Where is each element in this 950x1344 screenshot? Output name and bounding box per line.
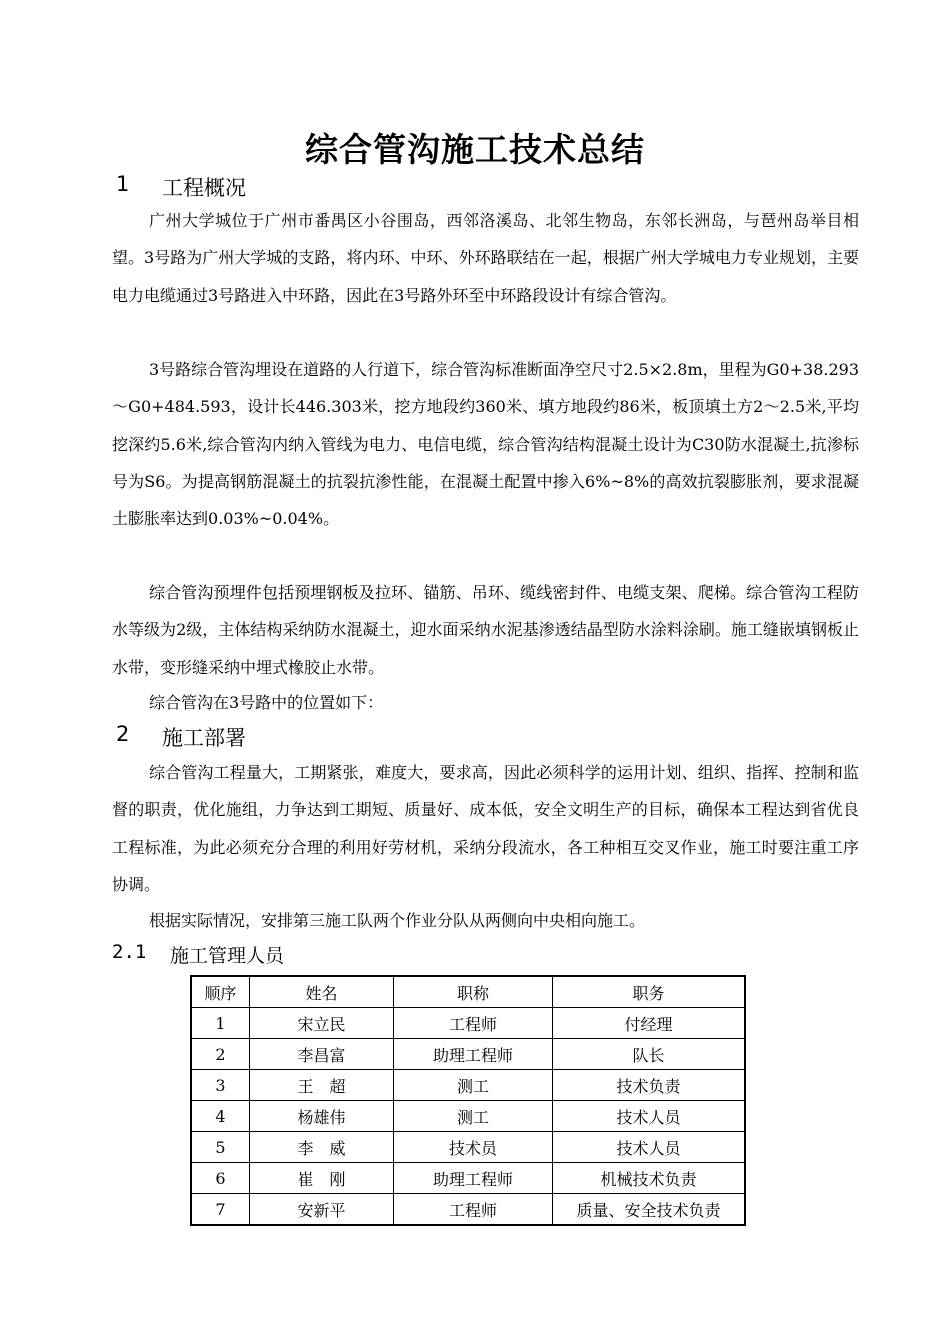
cell-position: 付经理 — [553, 1008, 746, 1039]
cell-name: 杨雄伟 — [250, 1101, 394, 1132]
subsection-number: 2.1 — [112, 941, 147, 963]
cell-title: 测工 — [394, 1070, 553, 1101]
table-row — [191, 1039, 745, 1070]
cell-name: 宋立民 — [250, 1008, 394, 1039]
subsection-heading — [112, 941, 284, 968]
cell-position: 机械技术负责 — [553, 1163, 746, 1194]
paragraph: 根据实际情况，安排第三施工队两个作业分队从两侧向中央相向施工。 — [149, 911, 646, 930]
cell-order: 5 — [191, 1132, 250, 1163]
subsection-title: 施工管理人员 — [170, 945, 285, 967]
section-number: 2 — [116, 722, 130, 746]
cell-order: 4 — [191, 1101, 250, 1132]
header-cell: 姓名 — [250, 976, 394, 1008]
table-row — [191, 1008, 745, 1039]
section-title: 施工部署 — [162, 726, 246, 750]
header-cell: 顺序 — [191, 976, 250, 1008]
cell-order: 3 — [191, 1070, 250, 1101]
paragraph: 3号路综合管沟埋设在道路的人行道下，综合管沟标准断面净空尺寸2.5×2.8m，里程为G0+38.293～G0+484.593，设计长446.303米，挖方地段约360米、填方地段约86米，板顶填土方2～2.5米,平均挖深约5.6米,综合管沟内纳入管线为电力、电信电缆，综合管沟结构混凝土设计为C30防水混凝土,抗渗标号为S6。为提高钢筋混凝土的抗裂抗渗性能，在混凝土配置中掺入6%~8%的高效抗裂膨胀剂，要求混凝土膨胀率达到0.03%~0.04%。 — [112, 360, 860, 529]
cell-order: 6 — [191, 1163, 250, 1194]
cell-name: 王 超 — [250, 1070, 394, 1101]
cell-name: 李昌富 — [250, 1039, 394, 1070]
cell-name: 安新平 — [250, 1194, 394, 1226]
staff-table — [190, 975, 746, 1226]
cell-position: 技术人员 — [553, 1132, 746, 1163]
section-2-heading — [116, 722, 246, 752]
cell-title: 测工 — [394, 1101, 553, 1132]
cell-order: 7 — [191, 1194, 250, 1226]
section-number: 1 — [116, 172, 130, 196]
paragraph: 综合管沟预埋件包括预埋钢板及拉环、锚筋、吊环、缆线密封件、电缆支架、爬梯。综合管沟工程防水等级为2级，主体结构采纳防水混凝土，迎水面采纳水泥基渗透结晶型防水涂料涂刷。施工缝嵌填钢板止水带，变形缝采纳中埋式橡胶止水带。 — [112, 583, 859, 677]
table-row — [191, 1194, 745, 1226]
document-title: 综合管沟施工技术总结 — [305, 130, 645, 169]
header-cell: 职称 — [394, 976, 553, 1008]
table-header-row — [191, 976, 745, 1008]
cell-title: 技术员 — [394, 1132, 553, 1163]
section-1-heading — [116, 172, 246, 202]
cell-order: 1 — [191, 1008, 250, 1039]
cell-position: 技术负责 — [553, 1070, 746, 1101]
table-row — [191, 1163, 745, 1194]
cell-position: 队长 — [553, 1039, 746, 1070]
cell-position: 技术人员 — [553, 1101, 746, 1132]
paragraph: 综合管沟工程量大，工期紧张，难度大，要求高，因此必须科学的运用计划、组织、指挥、控制和监督的职责，优化施组，力争达到工期短、质量好、成本低，安全文明生产的目标，确保本工程达到省优良工程标准，为此必须充分合理的利用好劳材机，采纳分段流水，各工种相互交叉作业，施工时要注重工序协调。 — [112, 763, 859, 894]
paragraph: 综合管沟在3号路中的位置如下： — [149, 693, 384, 712]
paragraph: 广州大学城位于广州市番禺区小谷围岛，西邻洛溪岛、北邻生物岛，东邻长洲岛，与琶州岛举目相望。3号路为广州大学城的支路，将内环、中环、外环路联结在一起，根据广州大学城电力专业规划，主要电力电缆通过3号路进入中环路，因此在3号路外环至中环路段设计有综合管沟。 — [112, 211, 859, 305]
cell-title: 助理工程师 — [394, 1039, 553, 1070]
section-title: 工程概况 — [162, 176, 246, 200]
cell-position: 质量、安全技术负责 — [553, 1194, 746, 1226]
table-row — [191, 1101, 745, 1132]
cell-title: 工程师 — [394, 1008, 553, 1039]
cell-order: 2 — [191, 1039, 250, 1070]
header-cell: 职务 — [553, 976, 746, 1008]
cell-title: 工程师 — [394, 1194, 553, 1226]
cell-name: 崔 刚 — [250, 1163, 394, 1194]
cell-name: 李 威 — [250, 1132, 394, 1163]
table-row — [191, 1070, 745, 1101]
cell-title: 助理工程师 — [394, 1163, 553, 1194]
table-row — [191, 1132, 745, 1163]
